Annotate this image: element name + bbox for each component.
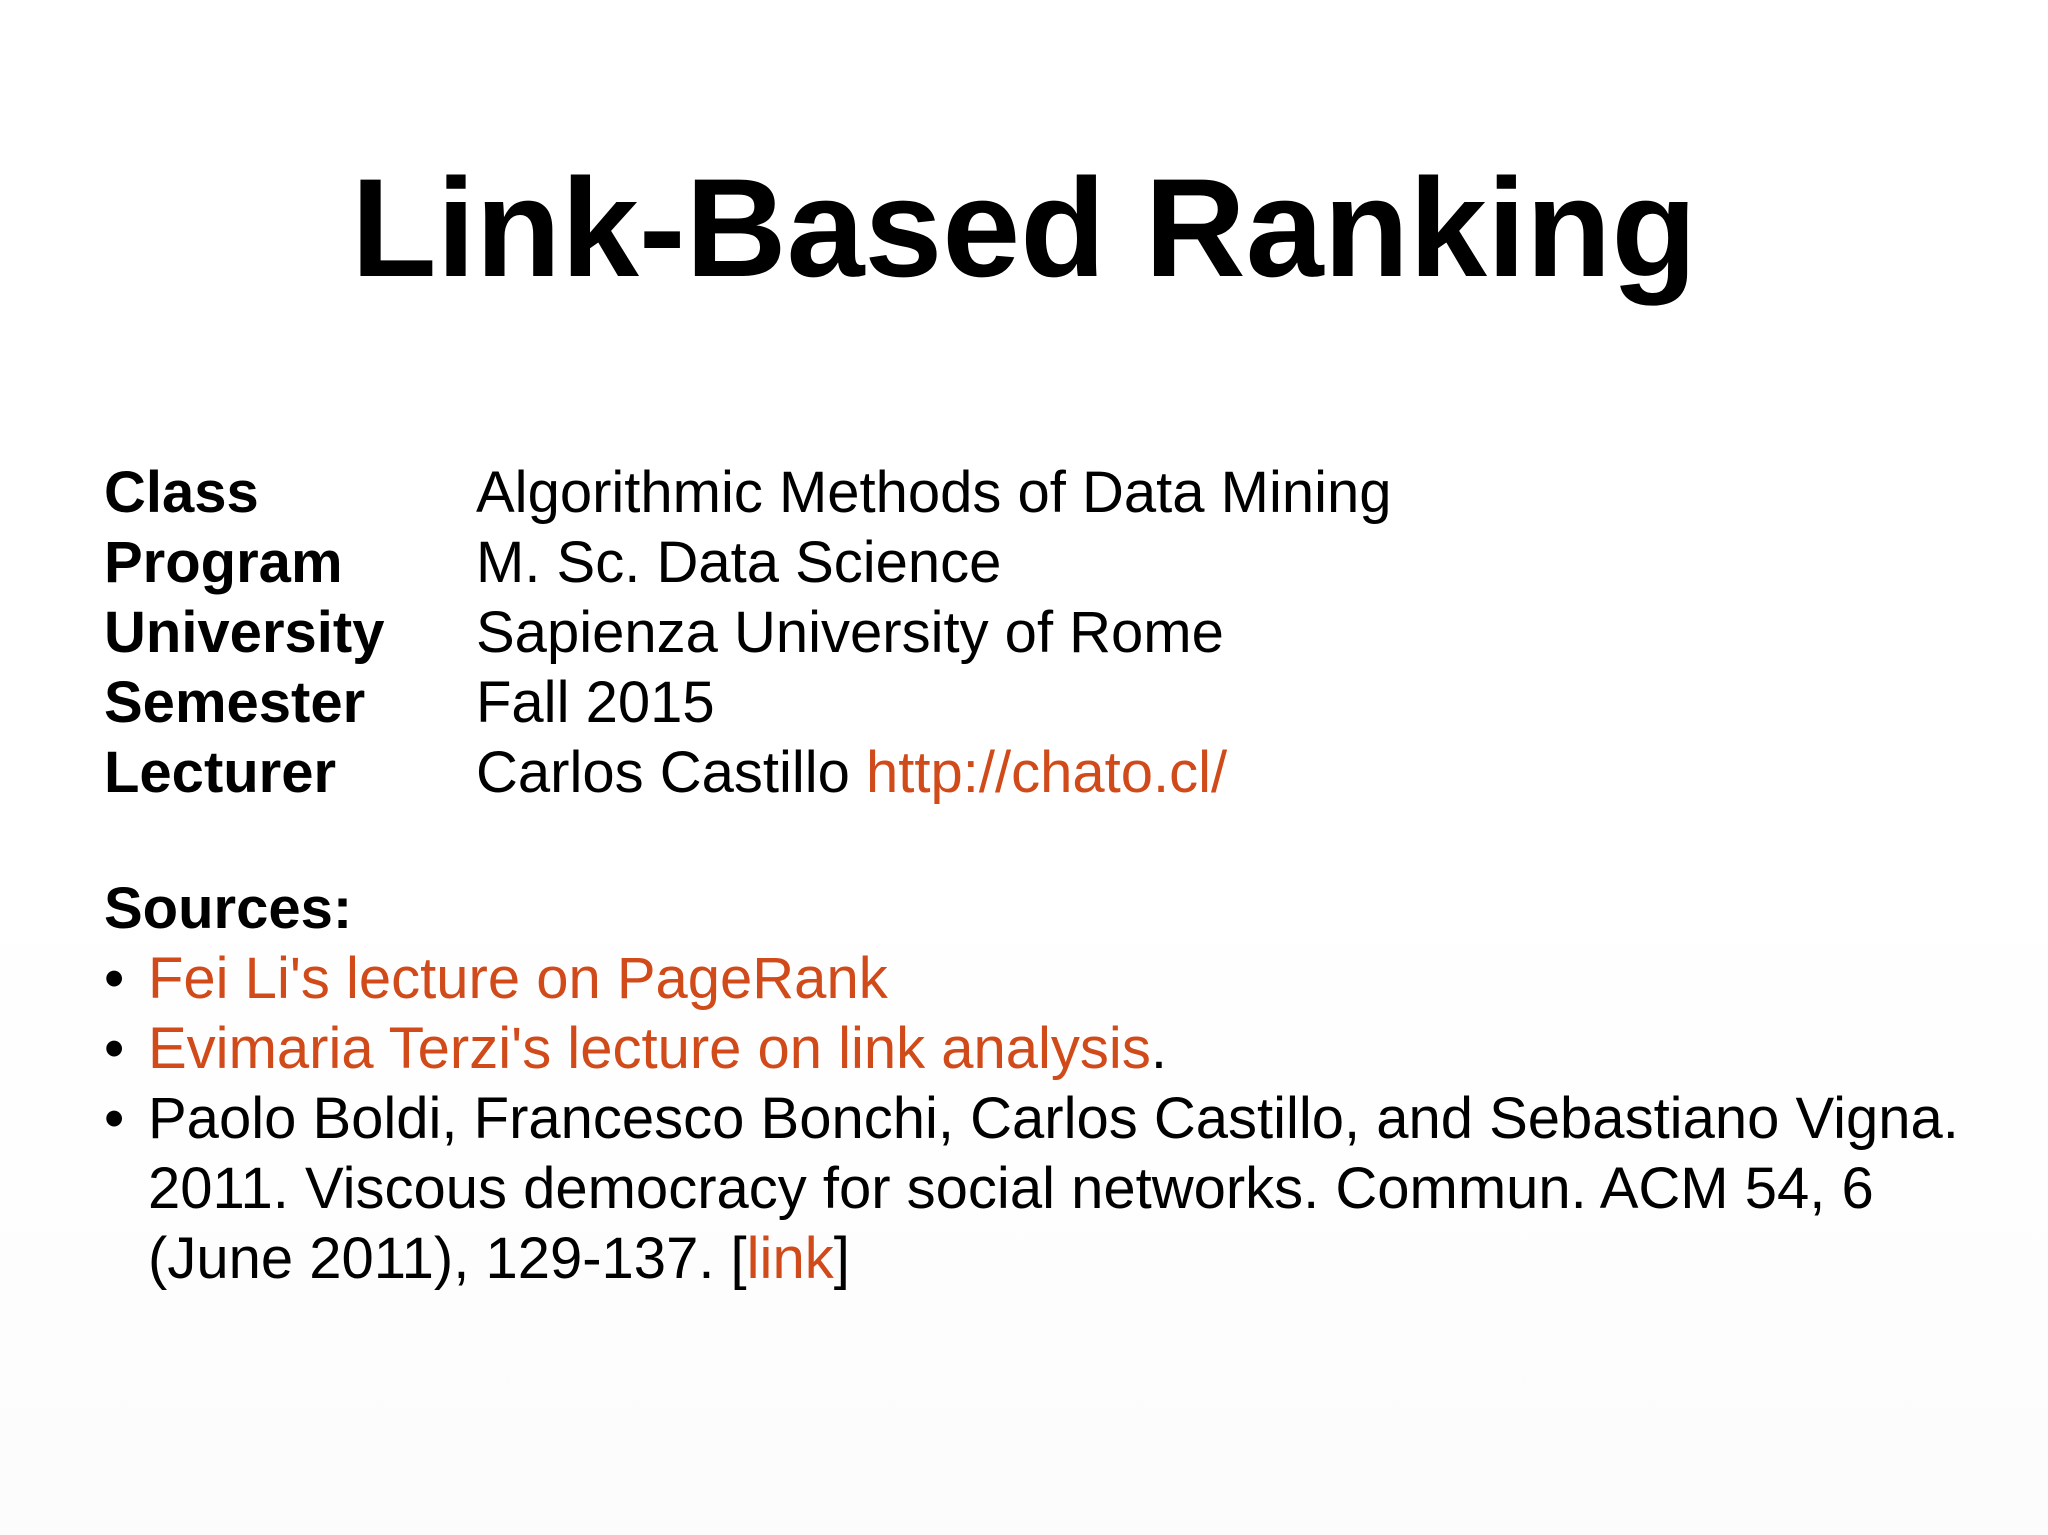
source-suffix: .	[1150, 1016, 1167, 1081]
info-value-semester: Fall 2015	[476, 670, 715, 735]
info-value-class: Algorithmic Methods of Data Mining	[476, 460, 1392, 525]
source-link-link-analysis-lecture[interactable]: Evimaria Terzi's lecture on link analysis	[148, 1016, 1151, 1081]
sources-section	[104, 874, 1964, 1294]
lecturer-homepage-link[interactable]: http://chato.cl/	[866, 740, 1228, 805]
info-key-university: University	[104, 600, 385, 665]
list-item	[104, 1084, 1964, 1294]
info-row-lecturer	[104, 738, 1392, 808]
info-key-lecturer: Lecturer	[104, 740, 337, 805]
info-value-program: M. Sc. Data Science	[476, 530, 1002, 595]
info-value-university: Sapienza University of Rome	[476, 600, 1224, 665]
course-info-table	[104, 458, 1392, 808]
citation-text: Paolo Boldi, Francesco Bonchi, Carlos Castillo, and Sebastiano Vigna. 2011. Viscous democracy for social networks. Commun. ACM 54, 6 (June 2011), 129-137. [	[148, 1086, 1959, 1291]
slide-title: Link-Based Ranking	[351, 149, 1697, 306]
info-row-university	[104, 598, 1392, 668]
citation-suffix: ]	[833, 1226, 850, 1291]
sources-list	[104, 944, 1964, 1294]
info-key-program: Program	[104, 530, 343, 595]
info-value-lecturer	[476, 738, 1227, 808]
list-item	[104, 944, 1964, 1014]
bullet-icon: •	[104, 1086, 125, 1151]
sources-heading: Sources:	[104, 876, 353, 941]
info-row-class	[104, 458, 1392, 528]
lecturer-name: Carlos Castillo	[476, 740, 850, 805]
info-row-program	[104, 528, 1392, 598]
info-key-class: Class	[104, 460, 259, 525]
citation-link[interactable]: link	[746, 1226, 834, 1291]
source-link-pagerank-lecture[interactable]: Fei Li's lecture on PageRank	[148, 946, 888, 1011]
list-item	[104, 1014, 1964, 1084]
bullet-icon: •	[104, 1016, 125, 1081]
info-row-semester	[104, 668, 1392, 738]
info-key-semester: Semester	[104, 670, 366, 735]
bullet-icon: •	[104, 946, 125, 1011]
